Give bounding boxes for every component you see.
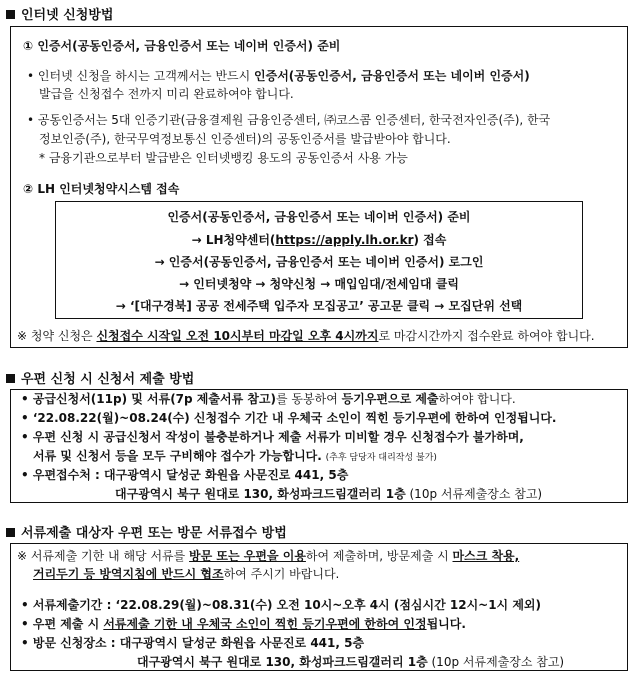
step1-para2-line1: • 공동인증서는 5대 인증기관(금융결제원 금융인증센터, ㈜코스콤 인증센터, 한국전자인증(주), 한국 <box>27 113 551 127</box>
step1-para1-line1: • 인터넷 신청을 하시는 고객께서는 반드시 인증서(공동인증서, 금융인증서 또는 네이버 인증서) <box>27 69 530 83</box>
step1-para1-line2: 발급을 신청접수 전까지 미리 완료하여야 합니다. <box>39 87 294 101</box>
lh-url-link[interactable]: https://apply.lh.or.kr <box>275 233 414 247</box>
s3-note-line2: 거리두기 등 방역지침에 반드시 협조하여 주시기 바랍니다. <box>33 567 340 581</box>
square-bullet-icon <box>6 528 15 537</box>
s2-line3: • 우편 신청 시 공급신청서 작성이 불충분하거나 제출 서류가 미비할 경우 신청접수가 불가하며, <box>21 430 524 444</box>
section2-title: 우편 신청 시 신청서 제출 방법 <box>6 368 194 387</box>
flow-step2: → LH청약센터(https://apply.lh.or.kr) 접속 <box>191 233 447 247</box>
section1-note: ※ 청약 신청은 신청접수 시작일 오전 10시부터 마감일 오후 4시까지로 마감시간까지 접수완료 하여야 합니다. <box>17 329 595 343</box>
s2-line5: • 우편접수처 : 대구광역시 달성군 화원읍 사문진로 441, 5층 <box>21 468 349 482</box>
section2-box <box>10 389 628 503</box>
section1-box <box>10 26 628 348</box>
flow-step4: → 인터넷청약 → 청약신청 → 매입임대/전세임대 클릭 <box>179 277 459 291</box>
square-bullet-icon <box>6 10 15 19</box>
flow-step1: 인증서(공동인증서, 금융인증서 또는 네이버 인증서) 준비 <box>167 210 471 224</box>
flow-step5: → ‘[대구경북] 공공 전세주택 입주자 모집공고’ 공고문 클릭 → 모집단위 선택 <box>115 299 523 313</box>
flow-step3: → 인증서(공동인증서, 금융인증서 또는 네이버 인증서) 로그인 <box>154 255 484 269</box>
s3-line1: • 서류제출기간 : ‘22.08.29(월)~08.31(수) 오전 10시~오후 4시 (점심시간 12시~1시 제외) <box>21 598 541 612</box>
s3-line4: 대구광역시 북구 원대로 130, 화성파크드림갤러리 1층 (10p 서류제출장소 참고) <box>137 655 565 669</box>
step2-heading: ② LH 인터넷청약시스템 접속 <box>23 182 180 196</box>
section3-box <box>10 543 628 671</box>
section1-title: 인터넷 신청방법 <box>6 4 113 23</box>
section3-title: 서류제출 대상자 우편 또는 방문 서류접수 방법 <box>6 522 287 541</box>
square-bullet-icon <box>6 374 15 383</box>
s2-line6: 대구광역시 북구 원대로 130, 화성파크드림갤러리 1층 (10p 서류제출장소 참고) <box>115 487 543 501</box>
s3-line2: • 우편 제출 시 서류제출 기한 내 우체국 소인이 찍힌 등기우편에 한하여 인정됩니다. <box>21 617 466 631</box>
step1-heading: ① 인증서(공동인증서, 금융인증서 또는 네이버 인증서) 준비 <box>23 39 341 53</box>
s3-note-line1: ※ 서류제출 기한 내 해당 서류를 방문 또는 우편을 이용하여 제출하며, 방문제출 시 마스크 착용, <box>17 549 520 563</box>
flow-box <box>55 201 583 319</box>
s2-line1: • 공급신청서(11p) 및 서류(7p 제출서류 참고)를 동봉하여 등기우편으로 제출하여야 합니다. <box>21 392 516 406</box>
step1-para2-line2: 정보인증(주), 한국무역정보통신 인증센터)의 공동인증서를 발급받아야 합니다. <box>39 132 451 146</box>
step1-para2-note: * 금융기관으로부터 발급받은 인터넷뱅킹 용도의 공동인증서 사용 가능 <box>39 151 408 165</box>
s2-line2: • ‘22.08.22(월)~08.24(수) 신청접수 기간 내 우체국 소인이 찍힌 등기우편에 한하여 인정됩니다. <box>21 411 557 425</box>
s2-line4: 서류 및 신청서 등을 모두 구비해야 접수가 가능합니다. (추후 담당자 대리작성 불가) <box>33 449 437 463</box>
s3-line3: • 방문 신청장소 : 대구광역시 달성군 화원읍 사문진로 441, 5층 <box>21 636 365 650</box>
